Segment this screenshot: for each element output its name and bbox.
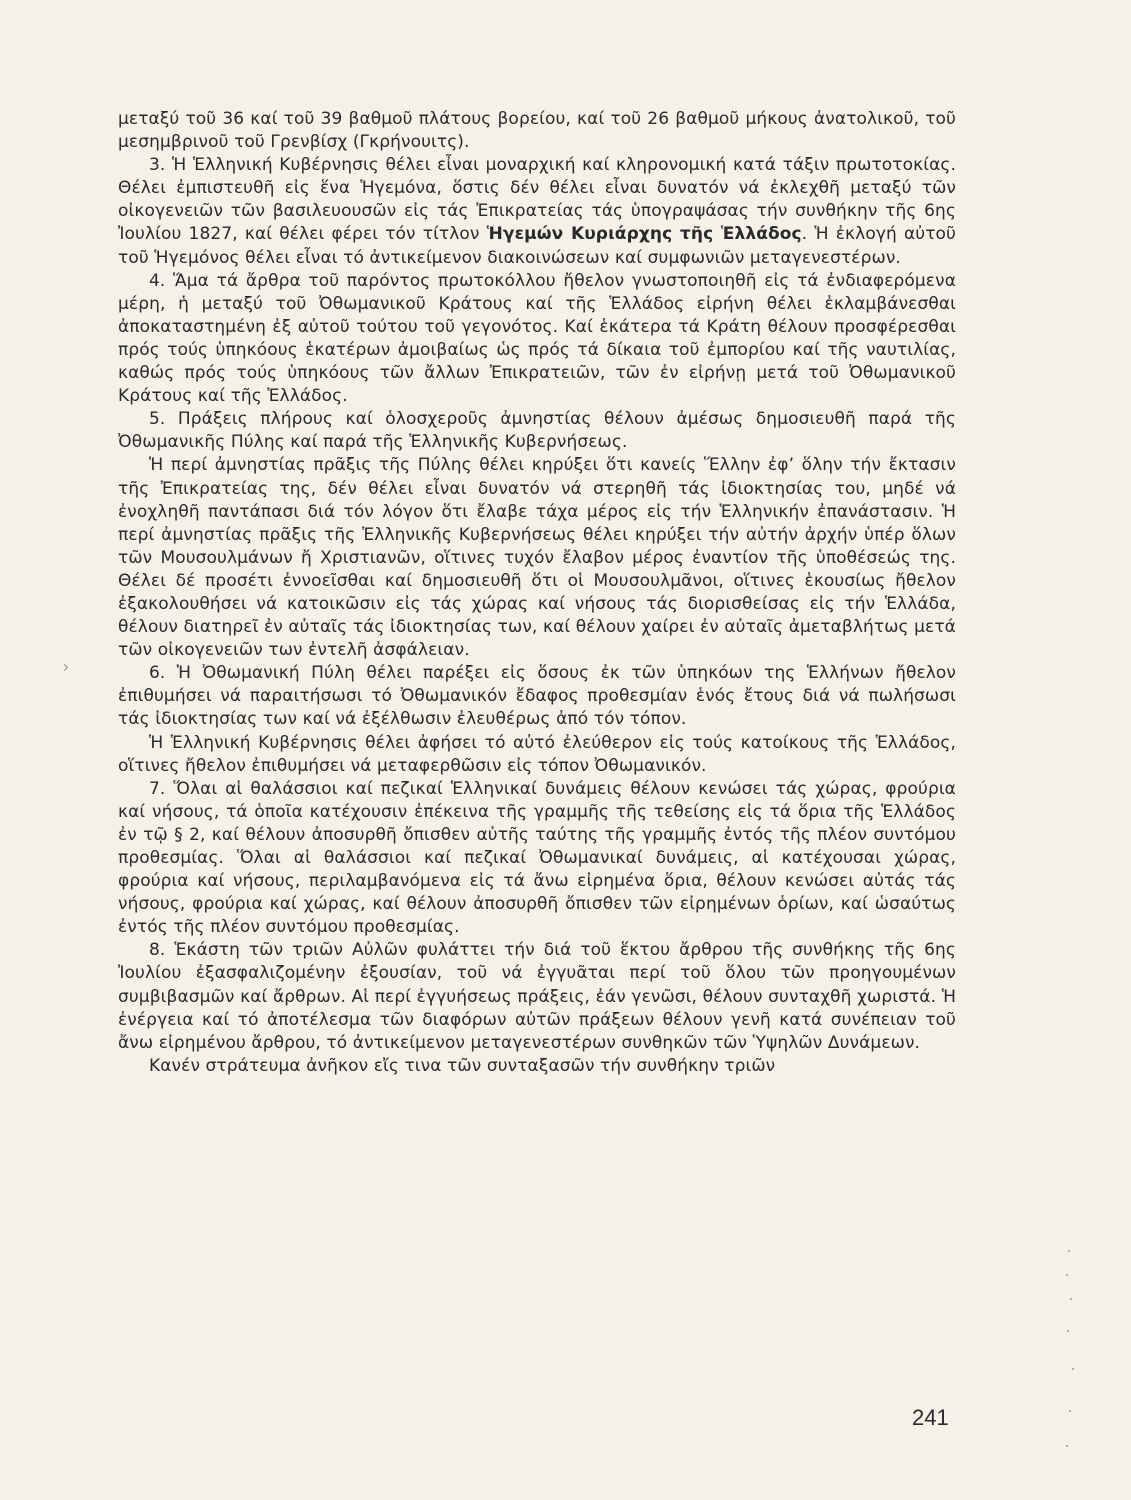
- margin-mark-icon: [61, 664, 68, 671]
- page-number: 241: [912, 1405, 949, 1430]
- paragraph-final-line: Κανέν στράτευμα ἀνῆκον εἴς τινα τῶν συνταξασῶν τήν συνθήκην τριῶν: [149, 1055, 776, 1076]
- paragraph-greek-government: Ἡ Ἑλληνική Κυβέρνησις θέλει ἀφήσει τό αὐτό ἐλεύθερον εἰς τούς κατοίκους τῆς Ἑλλάδος, οἵτινες ἤθελον ἐπιθυμήσει νά μεταφερθῶσιν εἰς τόπον Ὀθωμανικόν.: [118, 732, 956, 776]
- paragraph-article-6: 6. Ἡ Ὀθωμανική Πύλη θέλει παρέξει εἰς ὅσους ἐκ τῶν ὑπηκόων της Ἑλλήνων ἤθελον ἐπιθυμήσει νά παραιτήσωσι τό Ὀθωμανικόν ἔδαφος προθεσμίαν ἑνός ἔτους διά νά πωλήσωσι τάς ἰδιοκτησίας των καί νά ἐξέλθωσιν ἐλευθέρως ἀπό τόν τόπον.: [118, 663, 956, 730]
- article-3-text-after: . Ἡ ἐκλογή αὐτοῦ τοῦ Ἡγεμόνος θέλει εἶναι τό ἀντικείμενον διακοινώσεων καί συμφωνιῶν μεταγενεστέρων.: [118, 224, 956, 268]
- article-3-title-bold: Ἡγεμών Κυριάρχης τῆς Ἑλλάδος: [486, 224, 802, 245]
- body-text: [118, 108, 956, 1078]
- paragraph-amnesty: Ἡ περί ἀμνηστίας πρᾶξις τῆς Πύλης θέλει κηρύξει ὅτι κανείς Ἕλλην ἐφ’ ὅλην τήν ἔκτασιν τῆς Ἐπικρατείας της, δέν θέλει εἶναι δυνατόν νά στερηθῆ τάς ἰδιοκτησίας του, μηδέ νά ἐνοχληθῆ παντάπασι διά τόν λόγον ὅτι ἔλαβε τάχα μέρος εἰς τήν Ἑλληνικήν ἐπανάστασιν. Ἡ περί ἀμνηστίας πρᾶξις τῆς Ἑλληνικῆς Κυβερνήσεως θέλει κηρύξει τήν αὐτήν ἀρχήν ὑπέρ ὅλων τῶν Μουσουλμάνων ἤ Χριστιανῶν, οἵτινες τυχόν ἔλαβον μέρος ἐναντίον τῆς ὑποθέσεώς της. Θέλει δέ προσέτι ἐννοεῖσθαι καί δημοσιευθῆ ὅτι οἱ Μουσουλμᾶνοι, οἵτινες ἑκουσίως ἤθελον ἐξακολουθήσει νά κατοικῶσιν εἰς τάς χώρας καί νήσους τάς διορισθείσας εἰς τήν Ἑλλάδα, θέλουν διατηρεῖ ἐν αὐταῖς τάς ἰδιοκτησίας των, καί θέλουν χαίρει ἐν αὐταῖς ἀμεταβλήτως μετά τῶν οἰκογενειῶν των ἐντελῆ ἀσφάλειαν.: [118, 455, 956, 661]
- paragraph-article-8: 8. Ἑκάστη τῶν τριῶν Αὐλῶν φυλάττει τήν διά τοῦ ἕκτου ἄρθρου τῆς συνθήκης τῆς 6ης Ἰουλίου ἐξασφαλιζομένην ἐξουσίαν, τοῦ νά ἐγγυᾶται περί τοῦ ὅλου τῶν προηγουμένων συμβιβασμῶν καί ἄρθρων. Αἱ περί ἐγγυήσεως πράξεις, ἐάν γενῶσι, θέλουν συνταχθῆ χωριστά. Ἡ ἐνέργεια καί τό ἀποτέλεσμα τῶν διαφόρων αὐτῶν πράξεων θέλουν γενῆ κατά συνέπειαν τοῦ ἄνω εἰρημένου ἄρθρου, τό ἀντικείμενον μεταγενεστέρων συνθηκῶν τῶν Ὑψηλῶν Δυνάμεων.: [118, 940, 956, 1053]
- paragraph-article-7: 7. Ὅλαι αἱ θαλάσσιοι καί πεζικαί Ἑλληνικαί δυνάμεις θέλουν κενώσει τάς χώρας, φρούρια καί νήσους, τά ὁποῖα κατέχουσιν ἐπέκεινα τῆς γραμμῆς τῆς τεθείσης εἰς τά ὅρια τῆς Ἑλλάδος ἐν τῷ § 2, καί θέλουν ἀποσυρθῆ ὄπισθεν αὐτῆς ταύτης τῆς γραμμῆς ἐντός τῆς πλέον συντόμου προθεσμίας. Ὅλαι αἱ θαλάσσιοι καί πεζικαί Ὀθωμανικαί δυνάμεις, αἱ κατέχουσαι χώρας, φρούρια καί νήσους, περιλαμβανόμενα εἰς τά ἄνω εἰρημένα ὅρια, θέλουν κενώσει αὐτάς τάς νήσους, φρούρια καί χώρας, καί θέλουν ἀποσυρθῆ ὄπισθεν τῶν εἰρημένων ὁρίων, καί ὡσαύτως ἐντός τῆς πλέον συντόμου προθεσμίας.: [118, 778, 956, 938]
- paragraph-article-4: 4. Ἅμα τά ἄρθρα τοῦ παρόντος πρωτοκόλλου ἤθελον γνωστοποιηθῆ εἰς τά ἐνδιαφερόμενα μέρη, ἡ μεταξύ τοῦ Ὀθωμανικοῦ Κράτους καί τῆς Ἑλλάδος εἰρήνη θέλει ἐκλαμβάνεσθαι ἀποκαταστημένη ἐξ αὐτοῦ τούτου τοῦ γεγονότος. Καί ἑκάτερα τά Κράτη θέλουν προσφέρεσθαι πρός τούς ὑπηκόους ἑκατέρων ἀμοιβαίως ὡς πρός τά δίκαια τοῦ ἐμπορίου καί τῆς ναυτιλίας, καθώς πρός τούς ὑπηκόους τῶν ἄλλων Ἐπικρατειῶν, τῶν ἐν εἰρήνῃ μετά τοῦ Ὀθωμανικοῦ Κράτους καί τῆς Ἑλλάδος.: [118, 270, 956, 407]
- paragraph-continuation: μεταξύ τοῦ 36 καί τοῦ 39 βαθμοῦ πλάτους βορείου, καί τοῦ 26 βαθμοῦ μήκους ἀνατολικοῦ, τοῦ μεσημβρινοῦ τοῦ Γρενβίσχ (Γκρήνουιτς).: [118, 109, 956, 153]
- article-3-text-before: 3. Ἡ Ἑλληνική Κυβέρνησις θέλει εἶναι μοναρχική καί κληρονομική κατά τάξιν πρωτοτοκίας. Θέλει ἐμπιστευθῆ εἰς ἕνα Ἡγεμόνα, ὅστις δέν θέλει εἶναι δυνατόν νά ἐκλεχθῆ μεταξύ τῶν οἰκογενειῶν τῶν βασιλευουσῶν εἰς τάς Ἐπικρατείας τάς ὑπογραψάσας τήν συνθήκην τῆς 6ης Ἰουλίου 1827, καί θέλει φέρει τόν τίτλον: [118, 155, 956, 245]
- paragraph-article-5: 5. Πράξεις πλήρους καί ὁλοσχεροῦς ἀμνηστίας θέλουν ἀμέσως δημοσιευθῆ παρά τῆς Ὀθωμανικῆς Πύλης καί παρά τῆς Ἑλληνικῆς Κυβερνήσεως.: [118, 409, 956, 453]
- paragraph-article-3: [118, 154, 956, 269]
- binding-specks: [1064, 1240, 1084, 1460]
